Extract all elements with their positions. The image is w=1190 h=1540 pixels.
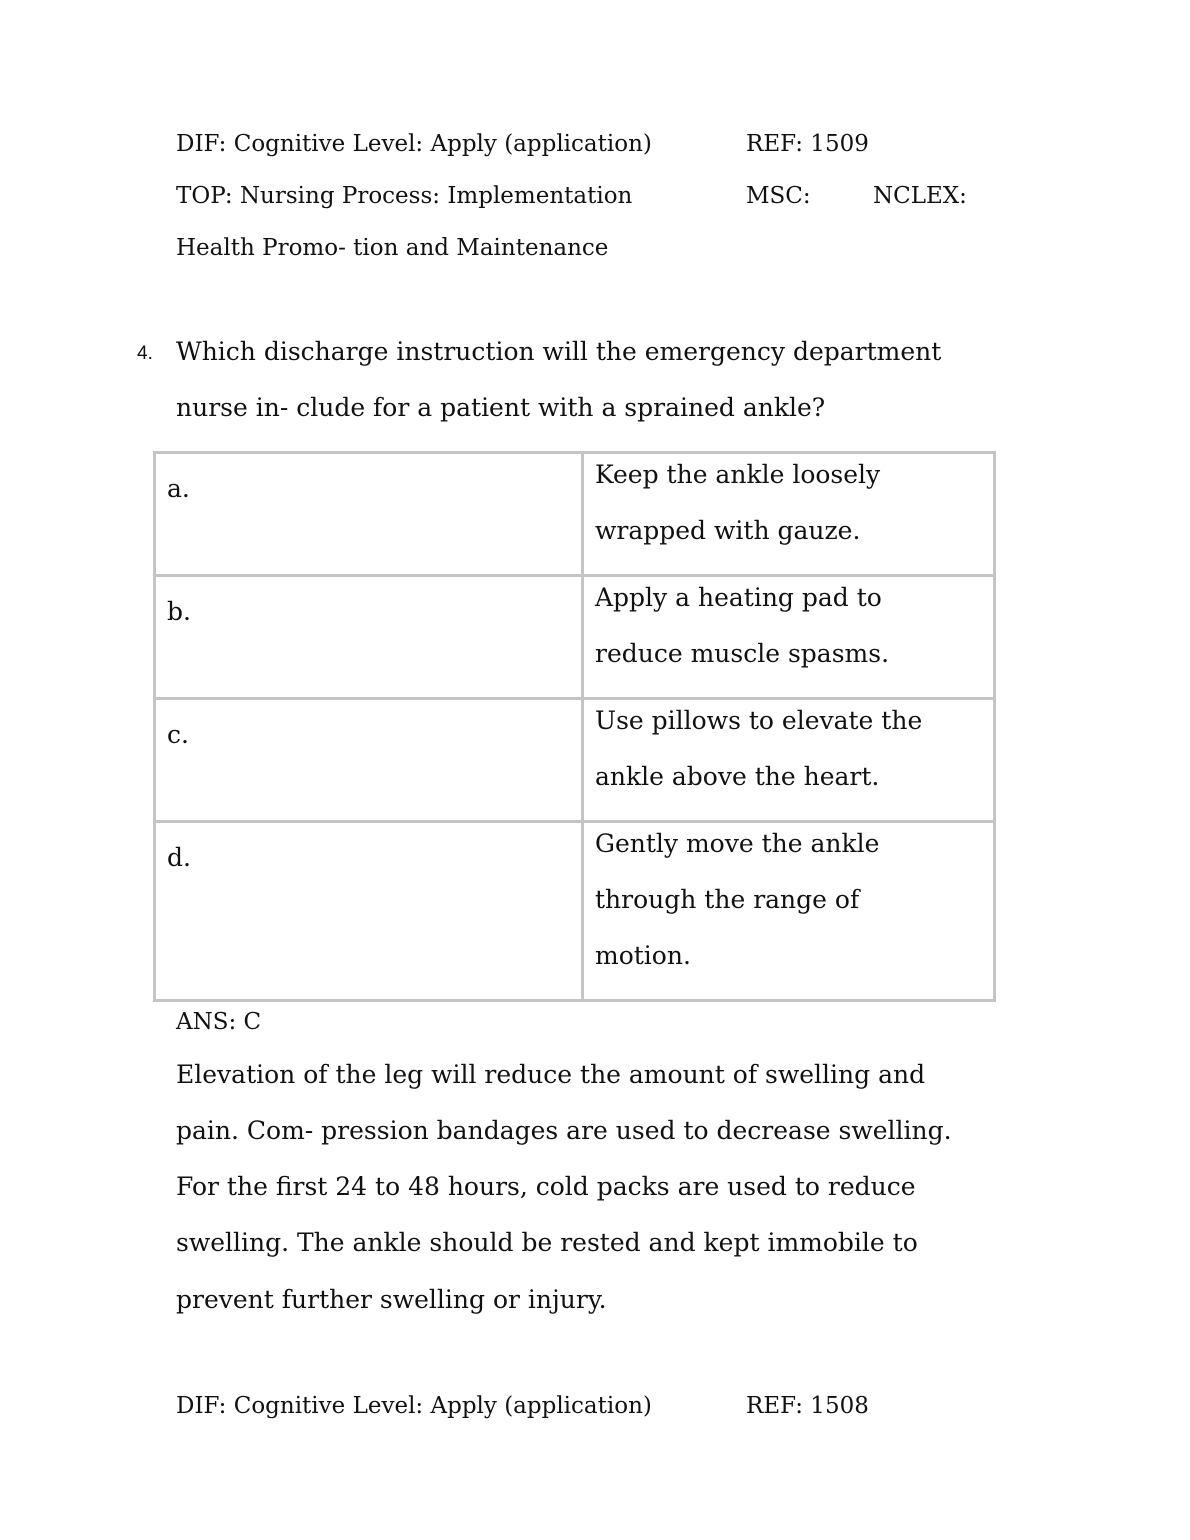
- question-number: 4.: [137, 343, 153, 364]
- option-letter: a.: [155, 453, 583, 576]
- prev-dif: DIF: Cognitive Level: Apply (application): [176, 131, 652, 157]
- option-row-c: [155, 699, 995, 822]
- option-letter: b.: [155, 576, 583, 699]
- question-stem-line-1: Which discharge instruction will the emergency department: [176, 337, 942, 366]
- rationale-line-5: prevent further swelling or injury.: [176, 1285, 607, 1314]
- option-text-line: through the range of: [595, 885, 860, 914]
- option-text-line: reduce muscle spasms.: [595, 639, 890, 668]
- prev-top: TOP: Nursing Process: Implementation: [176, 183, 633, 209]
- option-text-line: Use pillows to elevate the: [595, 706, 923, 735]
- option-text-line: motion.: [595, 941, 691, 970]
- option-text-line: wrapped with gauze.: [595, 516, 861, 545]
- prev-ref: REF: 1509: [746, 131, 869, 157]
- rationale-line-1: Elevation of the leg will reduce the amount of swelling and: [176, 1060, 926, 1089]
- rationale-line-3: For the first 24 to 48 hours, cold packs are used to reduce: [176, 1172, 916, 1201]
- option-text-line: Apply a heating pad to: [595, 583, 882, 612]
- option-text: [583, 822, 995, 1001]
- prev-category: Health Promo- tion and Maintenance: [176, 235, 609, 261]
- rationale-line-4: swelling. The ankle should be rested and kept immobile to: [176, 1228, 918, 1257]
- answer-key: ANS: C: [176, 1009, 262, 1035]
- option-row-b: [155, 576, 995, 699]
- option-letter: c.: [155, 699, 583, 822]
- option-text: [583, 699, 995, 822]
- answer-ref: REF: 1508: [746, 1393, 869, 1419]
- option-text: [583, 453, 995, 576]
- option-row-d: [155, 822, 995, 1001]
- option-text-line: ankle above the heart.: [595, 762, 880, 791]
- option-text: [583, 576, 995, 699]
- option-letter: d.: [155, 822, 583, 1001]
- answer-dif: DIF: Cognitive Level: Apply (application): [176, 1393, 652, 1419]
- answer-options-table: [153, 451, 996, 1002]
- option-row-a: [155, 453, 995, 576]
- prev-nclex: NCLEX:: [873, 183, 967, 209]
- option-text-line: Keep the ankle loosely: [595, 460, 881, 489]
- rationale-line-2: pain. Com- pression bandages are used to decrease swelling.: [176, 1116, 952, 1145]
- prev-msc: MSC:: [746, 183, 811, 209]
- question-stem-line-2: nurse in- clude for a patient with a sprained ankle?: [176, 393, 826, 422]
- option-text-line: Gently move the ankle: [595, 829, 880, 858]
